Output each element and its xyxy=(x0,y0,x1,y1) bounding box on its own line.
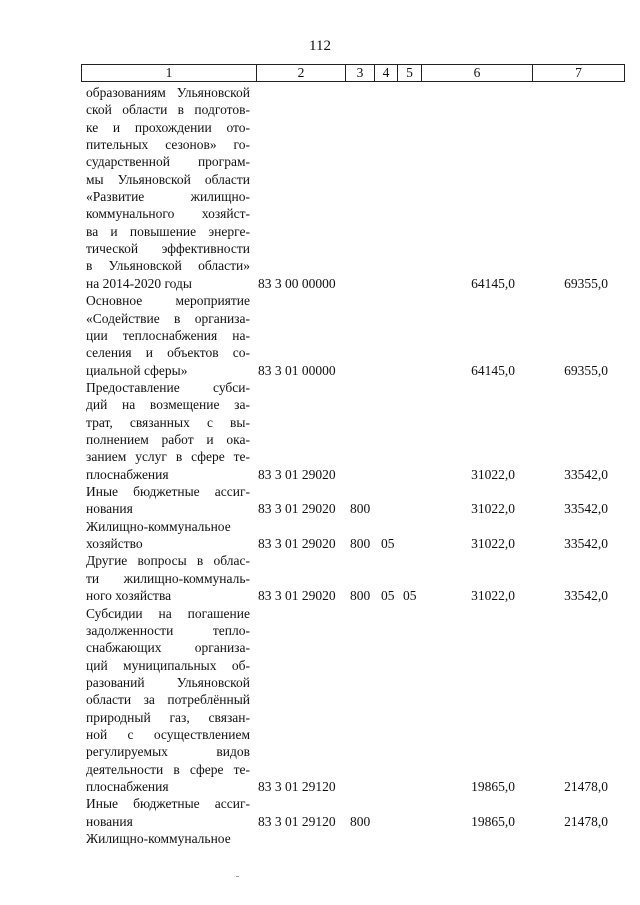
header-col-4: 4 xyxy=(375,65,398,81)
row-name-line: ской области в подготов- xyxy=(86,102,250,118)
row-name-line: «Развитие жилищно- xyxy=(86,189,250,205)
row-name xyxy=(86,84,250,292)
row-name-line: плоснабжения xyxy=(86,466,169,482)
row-name-line: полнением работ и ока- xyxy=(86,431,250,447)
row-name-line: разований Ульяновской xyxy=(86,674,250,690)
row-name-line: ке и прохождении ото- xyxy=(86,119,250,135)
row-code: 83 3 01 29020 xyxy=(258,536,336,552)
row-name-line: нования xyxy=(86,813,133,829)
row-value-2019: 31022,0 xyxy=(471,588,515,604)
row-value-2020: 21478,0 xyxy=(564,779,608,794)
row-name-line: задолженности тепло- xyxy=(86,622,250,638)
row-value-2019: 64145,0 xyxy=(471,275,515,291)
row-value-2020: 69355,0 xyxy=(564,275,608,291)
row-name-line: образованиям Ульяновской xyxy=(86,85,250,100)
row-name-line: Иные бюджетные ассиг- xyxy=(86,484,250,500)
row-vr: 800 xyxy=(350,588,371,604)
row-name-line: плоснабжения xyxy=(86,778,169,794)
row-name-line: хозяйство xyxy=(86,536,143,552)
table-row xyxy=(0,379,640,483)
row-name xyxy=(86,795,250,830)
row-name xyxy=(86,292,250,379)
row-value-2019: 19865,0 xyxy=(471,813,515,829)
table-row xyxy=(0,830,640,847)
table-row xyxy=(0,552,640,604)
row-name-line: «Содействие в организа- xyxy=(86,310,250,326)
row-name xyxy=(86,518,250,553)
row-name-line: в Ульяновской области» xyxy=(86,258,250,274)
row-name-line: области за потреблённый xyxy=(86,692,250,708)
row-code: 83 3 01 00000 xyxy=(258,362,336,378)
row-name xyxy=(86,605,250,796)
header-col-1: 1 xyxy=(82,65,257,81)
row-name-line: циальной сферы» xyxy=(86,362,188,378)
row-value-2019: 19865,0 xyxy=(471,779,515,794)
row-name-line: Основное мероприятие xyxy=(86,293,250,309)
row-rz: 05 xyxy=(381,588,395,604)
row-value-2019: 64145,0 xyxy=(471,362,515,378)
row-name-line: нования xyxy=(86,501,133,517)
row-name-line: пительных сезонов» го- xyxy=(86,137,250,153)
row-name xyxy=(86,552,250,604)
table-row xyxy=(0,483,640,518)
table-header xyxy=(81,64,625,82)
header-col-6: 6 xyxy=(422,65,533,81)
row-name-line: занием услуг в сфере те- xyxy=(86,449,250,465)
row-name-line: природный газ, связан- xyxy=(86,709,250,725)
header-col-2: 2 xyxy=(257,65,346,81)
table-row xyxy=(0,292,640,379)
row-name-line: Жилищно-коммунальное xyxy=(86,831,231,847)
row-name-line: мы Ульяновской области xyxy=(86,171,250,187)
page-number: 112 xyxy=(309,38,331,54)
row-name-line: Другие вопросы в облас- xyxy=(86,553,250,569)
row-name-line: тической эффективности xyxy=(86,241,250,257)
table-row xyxy=(0,795,640,830)
row-name-line: ти жилищно-коммуналь- xyxy=(86,570,250,586)
row-name-line: Субсидии на погашение xyxy=(86,605,250,621)
row-value-2019: 31022,0 xyxy=(471,466,515,482)
row-name-line: деятельности в сфере те- xyxy=(86,761,250,777)
row-name-line: на 2014-2020 годы xyxy=(86,275,192,291)
row-code: 83 3 01 29120 xyxy=(258,779,336,794)
row-name-line: коммунального хозяйст- xyxy=(86,206,250,222)
row-name-line: ции теплоснабжения на- xyxy=(86,327,250,343)
table-row xyxy=(0,518,640,553)
row-name xyxy=(86,483,250,518)
row-value-2020: 33542,0 xyxy=(564,588,608,604)
row-name-line: Иные бюджетные ассиг- xyxy=(86,796,250,812)
row-name-line: ной с осуществлением xyxy=(86,726,250,742)
row-value-2020: 21478,0 xyxy=(564,813,608,829)
row-code: 83 3 01 29020 xyxy=(258,588,336,604)
row-name-line: ва и повышение энерге- xyxy=(86,223,250,239)
scan-speck xyxy=(236,876,239,877)
row-pr: 05 xyxy=(403,588,417,604)
row-value-2020: 33542,0 xyxy=(564,466,608,482)
row-value-2020: 33542,0 xyxy=(564,501,608,517)
row-name-line: Жилищно-коммунальное xyxy=(86,518,231,534)
row-name xyxy=(86,830,250,847)
row-name-line: селения и объектов со- xyxy=(86,345,250,361)
row-name-line: дий на возмещение за- xyxy=(86,397,250,413)
row-vr: 800 xyxy=(350,813,371,829)
row-vr: 800 xyxy=(350,536,371,552)
row-code: 83 3 00 00000 xyxy=(258,275,336,291)
row-value-2020: 69355,0 xyxy=(564,362,608,378)
row-vr: 800 xyxy=(350,501,371,517)
row-name-line: снабжающих организа- xyxy=(86,640,250,656)
row-value-2020: 33542,0 xyxy=(564,536,608,552)
row-name-line: Предоставление субси- xyxy=(86,379,250,395)
row-code: 83 3 01 29020 xyxy=(258,501,336,517)
row-code: 83 3 01 29120 xyxy=(258,813,336,829)
row-value-2019: 31022,0 xyxy=(471,501,515,517)
header-col-7: 7 xyxy=(575,65,582,80)
row-name-line: регулируемых видов xyxy=(86,744,250,760)
row-name-line: ного хозяйства xyxy=(86,588,172,604)
row-code: 83 3 01 29020 xyxy=(258,466,336,482)
row-rz: 05 xyxy=(381,536,395,552)
header-col-3: 3 xyxy=(346,65,375,81)
row-value-2019: 31022,0 xyxy=(471,536,515,552)
row-name-line: сударственной програм- xyxy=(86,154,250,170)
table-row xyxy=(0,84,640,292)
row-name-line: трат, связанных с вы- xyxy=(86,414,250,430)
row-name-line: ций муниципальных об- xyxy=(86,657,250,673)
row-name xyxy=(86,379,250,483)
header-col-5: 5 xyxy=(398,65,422,81)
table-row xyxy=(0,605,640,796)
